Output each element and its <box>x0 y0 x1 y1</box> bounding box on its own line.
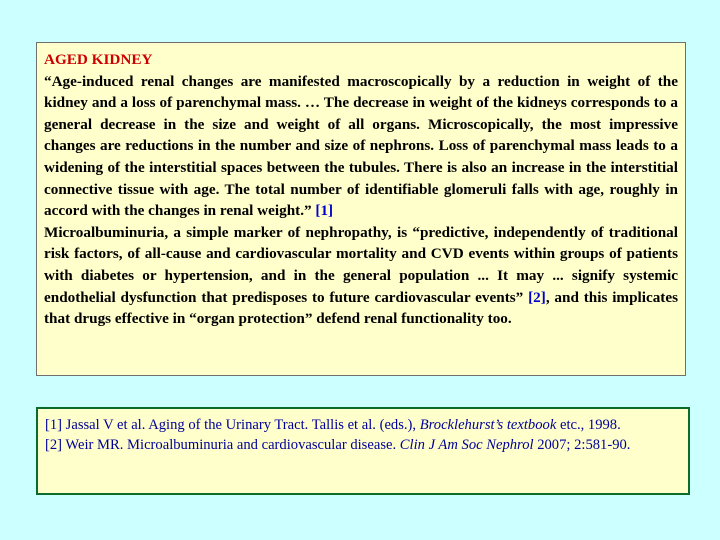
reference-1-prefix: [1] Jassal V et al. Aging of the Urinary Tract. Tallis et al. (eds.), <box>45 417 420 433</box>
slide-title: AGED KIDNEY <box>44 51 153 68</box>
main-text-box <box>36 42 686 376</box>
paragraph-1-text: “Age-induced renal changes are manifested macroscopically by a reduction in weight of the kidney and a loss of parenchymal mass. … The decrease in weight of the kidneys corresponds to a general decrease in the size and weight of all organs. Microscopically, the most impressive changes are reductions in the number and size of nephrons. Loss of parenchymal mass leads to a widening of the interstitial spaces between the tubules. There is also an increase in the interstitial connective tissue with age. The total number of identifiable glomeruli falls with age, roughly in accord with the changes in renal weight.” <box>44 72 678 220</box>
reference-1-suffix: etc., 1998. <box>556 417 621 433</box>
reference-1 <box>45 415 681 435</box>
paragraph-2 <box>44 222 678 330</box>
reference-1-italic: Brocklehurst’s textbook <box>419 417 557 433</box>
reference-link-2[interactable]: [2] <box>528 288 546 306</box>
reference-2 <box>45 435 681 455</box>
references-box <box>36 407 690 495</box>
reference-link-1[interactable]: [1] <box>315 202 334 220</box>
reference-2-italic: Clin J Am Soc Nephrol <box>399 437 534 453</box>
paragraph-2-text-a: Microalbuminuria, a simple marker of nephropathy, is “predictive, independently of traditional risk factors, of all-cause and cardiovascular mortality and CVD events within groups of patients with diabetes or hypertension, and in the general population ... It may ... signify systemic endothelial dysfunction that predisposes to future cardiovascular events” <box>44 223 678 306</box>
reference-2-suffix: 2007; 2:581-90. <box>533 437 631 453</box>
reference-2-prefix: [2] Weir MR. Microalbuminuria and cardiovascular disease. <box>45 437 400 453</box>
title-line <box>44 49 678 71</box>
paragraph-2-text-b: , and this implicates that drugs effective in “organ protection” defend renal functionality too. <box>44 288 678 328</box>
paragraph-1 <box>44 71 678 222</box>
